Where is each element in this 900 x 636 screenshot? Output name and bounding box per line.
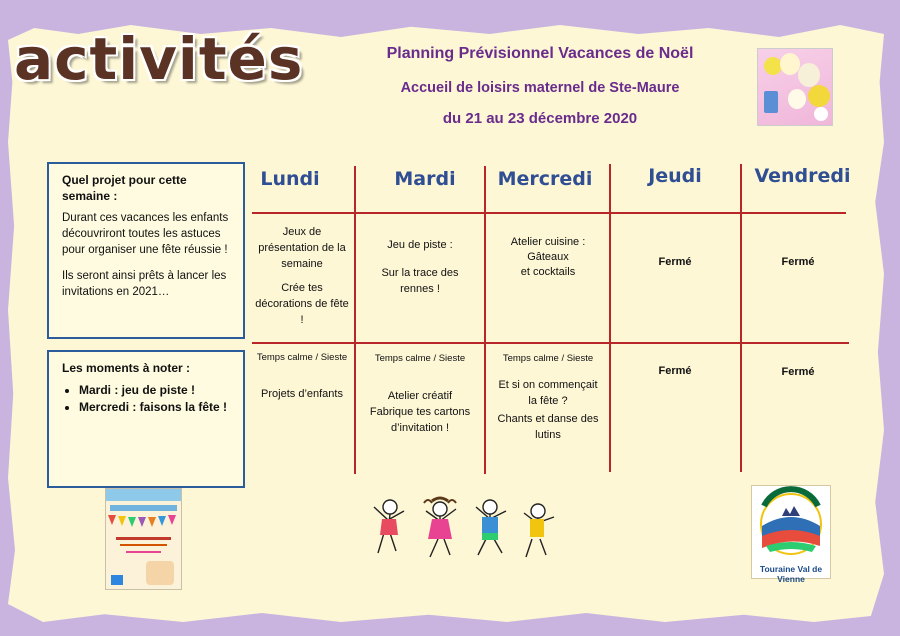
moment-item: • Mardi : jeu de piste !: [79, 382, 243, 399]
cell-vendredi-afternoon: Fermé: [781, 366, 815, 378]
jumping-kids-illustration: [360, 493, 560, 573]
cell-text: Et si on commençait la fête ?: [498, 379, 598, 407]
day-header-mercredi: Mercredi: [497, 168, 593, 190]
cell-jeudi-morning: Fermé: [658, 256, 692, 268]
balloons-image: [757, 48, 833, 126]
cell-mercredi-afternoon: [494, 377, 602, 443]
cell-mercredi-morning: [496, 235, 600, 280]
cell-mardi-afternoon: [366, 388, 474, 436]
community-logo: [751, 485, 831, 584]
day-header-vendredi: Vendredi: [754, 165, 851, 187]
cell-text: Fabrique tes cartons d’invitation !: [369, 406, 471, 434]
moments-heading: Les moments à noter :: [62, 361, 191, 375]
moments-list: [49, 382, 243, 416]
key-moments-box: [47, 350, 245, 488]
cell-text: Gâteaux: [527, 251, 569, 263]
project-paragraph-2: Ils seront ainsi prêts à lancer les invitations en 2021…: [62, 270, 227, 298]
moment-item: • Mercredi : faisons la fête !: [79, 399, 243, 416]
cell-text: et cocktails: [520, 266, 576, 278]
cell-text: Chants et danse des lutins: [497, 413, 599, 441]
project-heading: Quel projet pour cette semaine :: [62, 173, 187, 203]
event-poster-image: [105, 488, 182, 590]
grid-divider: [740, 164, 742, 472]
cell-lundi-morning: [254, 224, 350, 328]
rest-label-lundi: Temps calme / Sieste: [256, 352, 348, 363]
cell-text: Jeux de présentation de la semaine: [258, 226, 346, 270]
cell-text: Jeu de piste :: [387, 239, 453, 251]
project-paragraph-1: Durant ces vacances les enfants découvriront toutes les astuces pour organiser une fête réussie !: [62, 212, 229, 256]
day-header-mardi: Mardi: [394, 168, 456, 190]
weekly-project-box: [47, 162, 245, 339]
activites-logo: activités: [14, 25, 304, 93]
cell-text: Crée tes décorations de fête !: [255, 282, 349, 326]
cell-jeudi-afternoon: Fermé: [658, 365, 692, 377]
day-header-lundi: Lundi: [260, 168, 320, 190]
page-subtitle: Accueil de loisirs maternel de Ste-Maure: [400, 80, 680, 96]
cell-mardi-morning: [368, 237, 472, 297]
day-header-jeudi: Jeudi: [648, 165, 702, 187]
page-title: Planning Prévisionnel Vacances de Noël: [386, 45, 694, 62]
rest-label-mercredi: Temps calme / Sieste: [502, 353, 594, 364]
cell-text: Sur la trace des rennes !: [381, 267, 459, 295]
cell-vendredi-morning: Fermé: [781, 256, 815, 268]
date-range: du 21 au 23 décembre 2020: [442, 110, 638, 127]
cell-text: Atelier créatif: [387, 390, 453, 402]
rest-label-mardi: Temps calme / Sieste: [374, 353, 466, 364]
cell-lundi-afternoon: Projets d’enfants: [261, 388, 343, 400]
community-name: Touraine Val de Vienne: [759, 564, 823, 584]
grid-divider: [609, 164, 611, 472]
grid-divider: [252, 212, 846, 214]
bunting-icon: [106, 513, 181, 533]
cell-text: Atelier cuisine :: [510, 236, 586, 248]
grid-divider: [252, 342, 849, 344]
